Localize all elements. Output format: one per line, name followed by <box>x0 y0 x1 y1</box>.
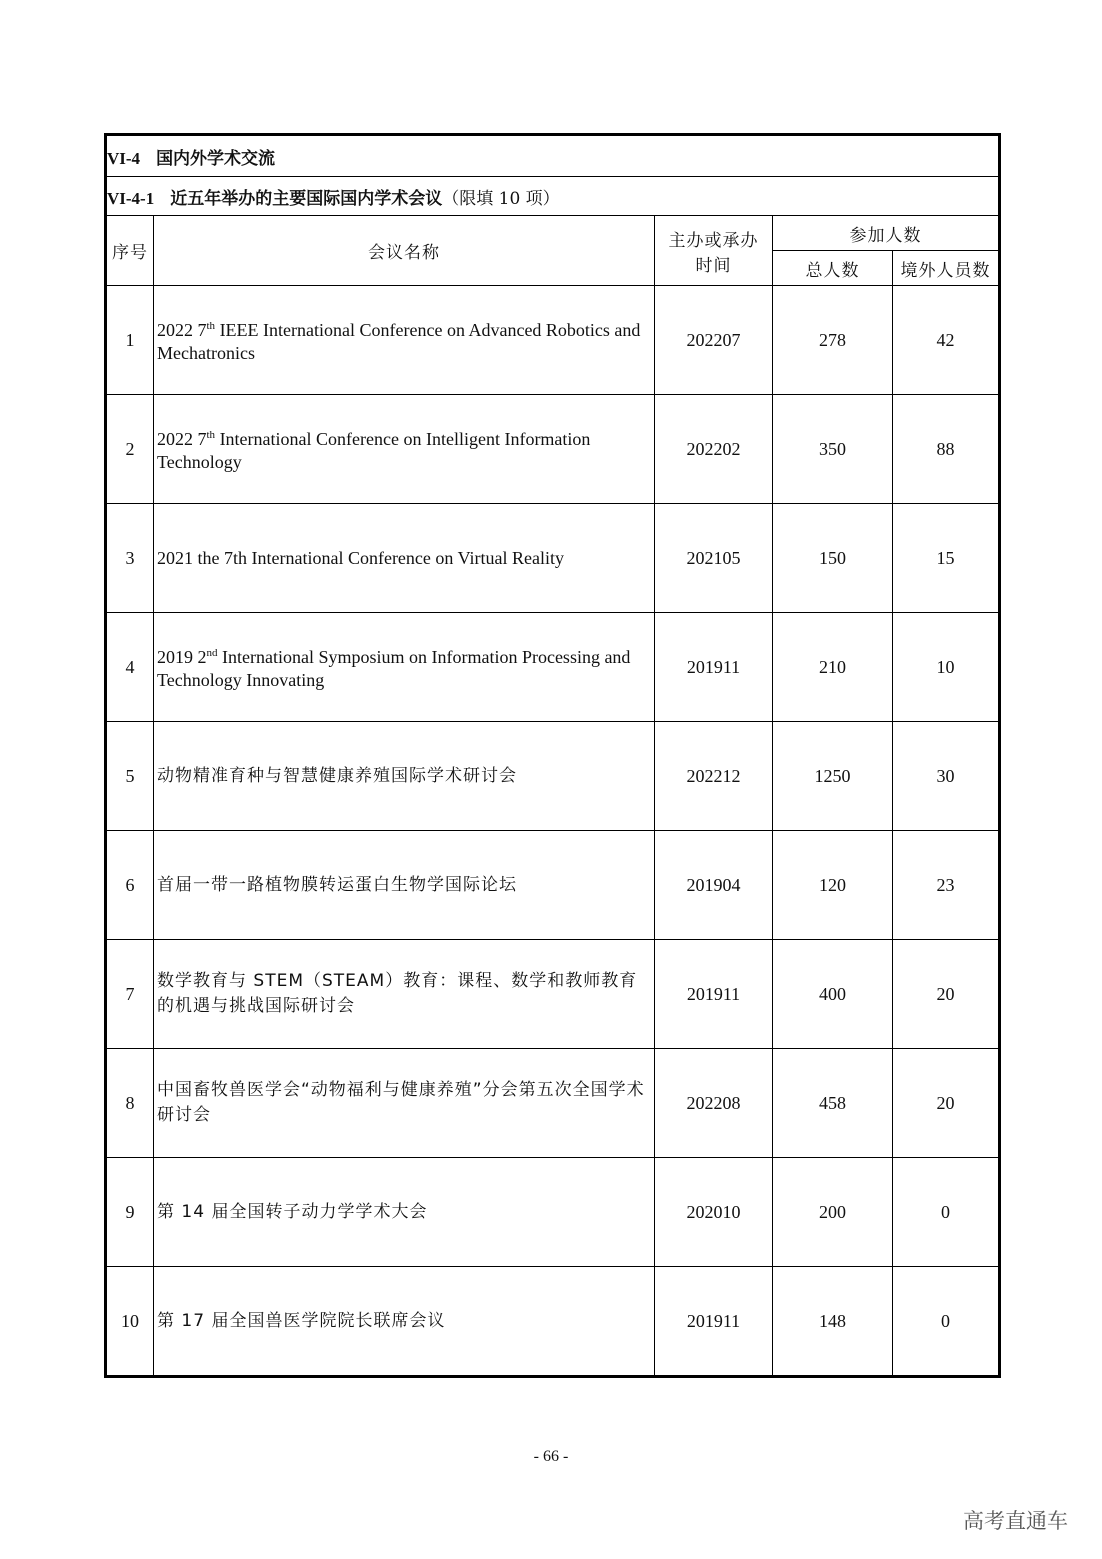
table-row <box>106 1267 1000 1377</box>
subsection-title-text: 近五年举办的主要国际国内学术会议 <box>170 188 443 209</box>
foreign-participants: 0 <box>893 1158 1000 1267</box>
conference-name-text: 第 14 届全国转子动力学学术大会 <box>157 1201 428 1222</box>
total-participants: 278 <box>773 286 893 395</box>
row-index: 8 <box>106 1049 154 1158</box>
hosting-time: 201911 <box>655 940 773 1049</box>
header-time <box>655 216 773 286</box>
header-name: 会议名称 <box>154 216 655 286</box>
conference-name <box>154 831 655 940</box>
row-index: 2 <box>106 395 154 504</box>
header-time-line2: 时间 <box>695 255 732 276</box>
header-participants: 参加人数 <box>773 216 1000 251</box>
conference-name <box>154 613 655 722</box>
conference-name-text: 动物精准育种与智慧健康养殖国际学术研讨会 <box>157 765 517 786</box>
section-title-row <box>106 135 1000 177</box>
total-participants: 120 <box>773 831 893 940</box>
conference-name <box>154 286 655 395</box>
conference-name-ordinal: nd <box>206 647 218 659</box>
conference-name-rest: International Conference on Intelligent Information Technology <box>157 429 591 472</box>
conference-table <box>104 133 1001 1378</box>
header-row-1 <box>106 216 1000 251</box>
table-row <box>106 722 1000 831</box>
header-index: 序号 <box>106 216 154 286</box>
conference-name-text: 2019 2 <box>157 647 207 667</box>
table-row <box>106 613 1000 722</box>
table-row <box>106 395 1000 504</box>
conference-name <box>154 1267 655 1377</box>
hosting-time: 201911 <box>655 1267 773 1377</box>
conference-name-text: 2022 7 <box>157 429 207 449</box>
hosting-time: 201911 <box>655 613 773 722</box>
page-number: - 66 - <box>533 1448 569 1465</box>
conference-name <box>154 1158 655 1267</box>
section-title-text: 国内外学术交流 <box>156 148 276 169</box>
row-index: 9 <box>106 1158 154 1267</box>
conference-name-rest: IEEE International Conference on Advanced Robotics and Mechatronics <box>157 320 641 363</box>
table-row <box>106 1049 1000 1158</box>
conference-name-text: 2021 the 7th International Conference on Virtual Reality <box>157 547 564 568</box>
conference-name <box>154 395 655 504</box>
hosting-time: 202208 <box>655 1049 773 1158</box>
row-index: 6 <box>106 831 154 940</box>
hosting-time: 202212 <box>655 722 773 831</box>
total-participants: 200 <box>773 1158 893 1267</box>
hosting-time: 202010 <box>655 1158 773 1267</box>
hosting-time: 202207 <box>655 286 773 395</box>
row-index: 7 <box>106 940 154 1049</box>
conference-name-ordinal: th <box>206 320 216 332</box>
hosting-time: 202202 <box>655 395 773 504</box>
header-foreign: 境外人员数 <box>893 251 1000 286</box>
table-row <box>106 940 1000 1049</box>
row-index: 1 <box>106 286 154 395</box>
hosting-time: 202105 <box>655 504 773 613</box>
foreign-participants: 30 <box>893 722 1000 831</box>
foreign-participants: 10 <box>893 613 1000 722</box>
conference-name-text: 2022 7 <box>157 320 207 340</box>
conference-name-text: 首届一带一路植物膜转运蛋白生物学国际论坛 <box>157 874 517 895</box>
table-row <box>106 286 1000 395</box>
conference-name <box>154 1049 655 1158</box>
row-index: 10 <box>106 1267 154 1377</box>
total-participants: 400 <box>773 940 893 1049</box>
subsection-note: （限填 10 项） <box>442 188 560 209</box>
foreign-participants: 20 <box>893 940 1000 1049</box>
subsection-code: VI-4-1 <box>107 188 155 208</box>
foreign-participants: 20 <box>893 1049 1000 1158</box>
conference-name-text: 中国畜牧兽医学会“动物福利与健康养殖”分会第五次全国学术研讨会 <box>157 1080 645 1125</box>
foreign-participants: 15 <box>893 504 1000 613</box>
total-participants: 1250 <box>773 722 893 831</box>
conference-name-text: 第 17 届全国兽医学院院长联席会议 <box>157 1310 446 1331</box>
total-participants: 350 <box>773 395 893 504</box>
header-total: 总人数 <box>773 251 893 286</box>
header-time-line1: 主办或承办 <box>668 230 759 251</box>
table-row <box>106 831 1000 940</box>
subsection-title-row <box>106 177 1000 216</box>
table-row <box>106 504 1000 613</box>
watermark: 高考直通车 <box>963 1509 1068 1533</box>
conference-name <box>154 504 655 613</box>
row-index: 4 <box>106 613 154 722</box>
hosting-time: 201904 <box>655 831 773 940</box>
subsection-title <box>106 177 1000 216</box>
foreign-participants: 23 <box>893 831 1000 940</box>
section-title <box>106 135 1000 177</box>
foreign-participants: 0 <box>893 1267 1000 1377</box>
total-participants: 148 <box>773 1267 893 1377</box>
total-participants: 150 <box>773 504 893 613</box>
conference-name <box>154 940 655 1049</box>
total-participants: 210 <box>773 613 893 722</box>
conference-name-text: 数学教育与 STEM（STEAM）教育：课程、数学和教师教育的机遇与挑战国际研讨会 <box>157 971 638 1016</box>
total-participants: 458 <box>773 1049 893 1158</box>
section-code: VI-4 <box>107 148 141 168</box>
conference-name <box>154 722 655 831</box>
foreign-participants: 42 <box>893 286 1000 395</box>
row-index: 5 <box>106 722 154 831</box>
conference-name-ordinal: th <box>206 429 216 441</box>
table-row <box>106 1158 1000 1267</box>
foreign-participants: 88 <box>893 395 1000 504</box>
conference-name-rest: International Symposium on Information Processing and Technology Innovating <box>157 647 631 690</box>
row-index: 3 <box>106 504 154 613</box>
